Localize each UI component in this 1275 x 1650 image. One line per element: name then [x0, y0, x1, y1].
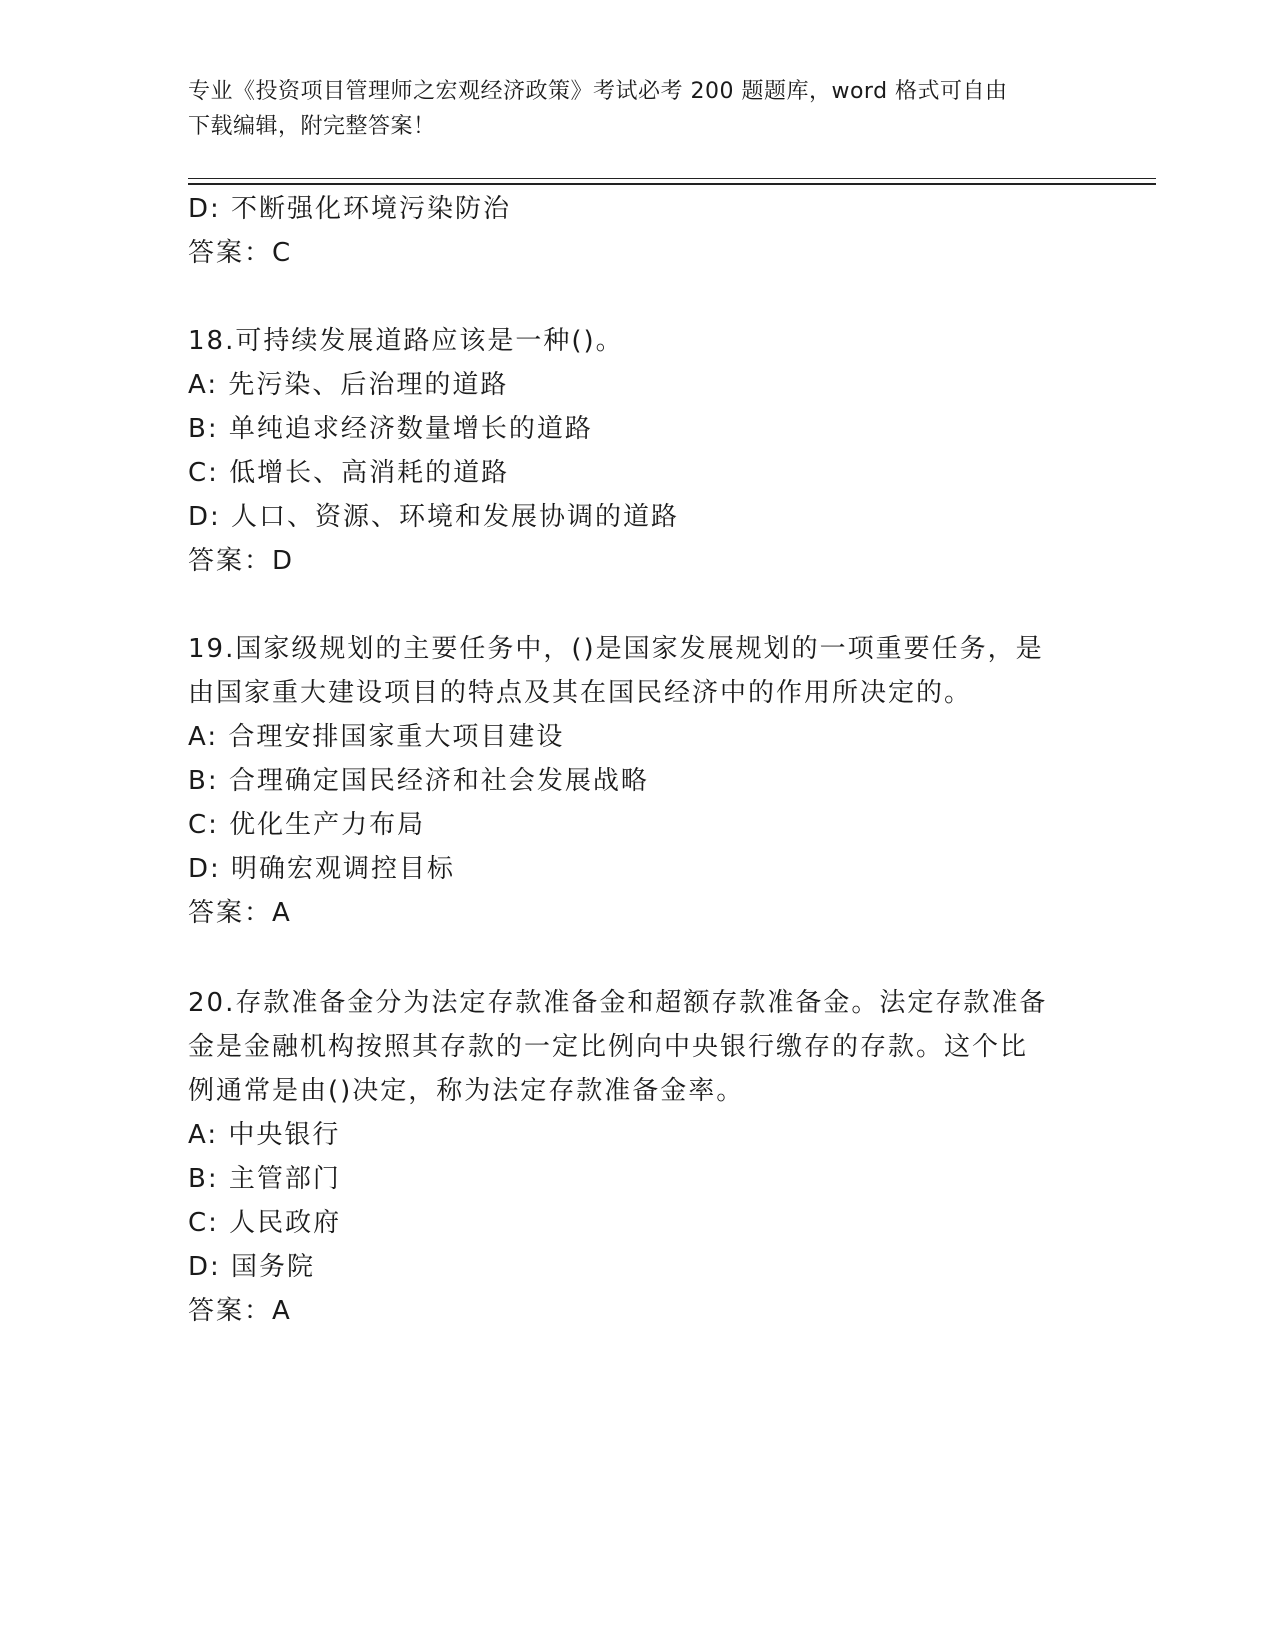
header-divider-thin: [188, 178, 1156, 179]
q18-option-b: B: 单纯追求经济数量增长的道路: [188, 414, 593, 444]
q20-option-d: D: 国务院: [188, 1252, 316, 1282]
q20-option-a: A: 中央银行: [188, 1120, 341, 1150]
q20-option-c: C: 人民政府: [188, 1208, 342, 1238]
document-header: [188, 74, 1088, 144]
q17-option-d: D: 不断强化环境污染防治: [188, 194, 512, 224]
q17-answer: [188, 230, 291, 276]
q18-answer: [188, 538, 293, 584]
q20-stem-line-1: 20.存款准备金分为法定存款准备金和超额存款准备金。法定存款准备: [188, 988, 1048, 1018]
q19-option-b: B: 合理确定国民经济和社会发展战略: [188, 766, 649, 796]
q18-option-a: A: 先污染、后治理的道路: [188, 370, 509, 400]
header-line-1: 专业《投资项目管理师之宏观经济政策》考试必考 200 题题库，word 格式可自由: [188, 79, 1008, 104]
q18-stem: 18.可持续发展道路应该是一种()。: [188, 326, 624, 356]
q18-option-c: C: 低增长、高消耗的道路: [188, 458, 510, 488]
answer-label: 答案：: [188, 898, 273, 928]
q19-answer: [188, 890, 291, 936]
q19-stem-line-2: 由国家重大建设项目的特点及其在国民经济中的作用所决定的。: [188, 678, 973, 708]
q20-stem-line-3: 例通常是由()决定，称为法定存款准备金率。: [188, 1076, 745, 1106]
header-divider-thick: [188, 183, 1156, 185]
q19-option-d: D: 明确宏观调控目标: [188, 854, 456, 884]
header-line-2: 下载编辑，附完整答案！: [188, 114, 436, 139]
answer-label: 答案：: [188, 546, 273, 576]
q20-answer: [188, 1288, 291, 1334]
answer-label: 答案：: [188, 1296, 273, 1326]
q18-option-d: D: 人口、资源、环境和发展协调的道路: [188, 502, 680, 532]
answer-value: A: [272, 1296, 291, 1326]
answer-value: D: [272, 546, 294, 576]
answer-value: A: [272, 898, 291, 928]
q20-option-b: B: 主管部门: [188, 1164, 341, 1194]
q19-stem-line-1: 19.国家级规划的主要任务中，()是国家发展规划的一项重要任务，是: [188, 634, 1044, 664]
answer-label: 答案：: [188, 238, 273, 268]
q20-stem-line-2: 金是金融机构按照其存款的一定比例向中央银行缴存的存款。这个比: [188, 1032, 1029, 1062]
q19-option-a: A: 合理安排国家重大项目建设: [188, 722, 565, 752]
answer-value: C: [272, 238, 292, 268]
q19-option-c: C: 优化生产力布局: [188, 810, 426, 840]
